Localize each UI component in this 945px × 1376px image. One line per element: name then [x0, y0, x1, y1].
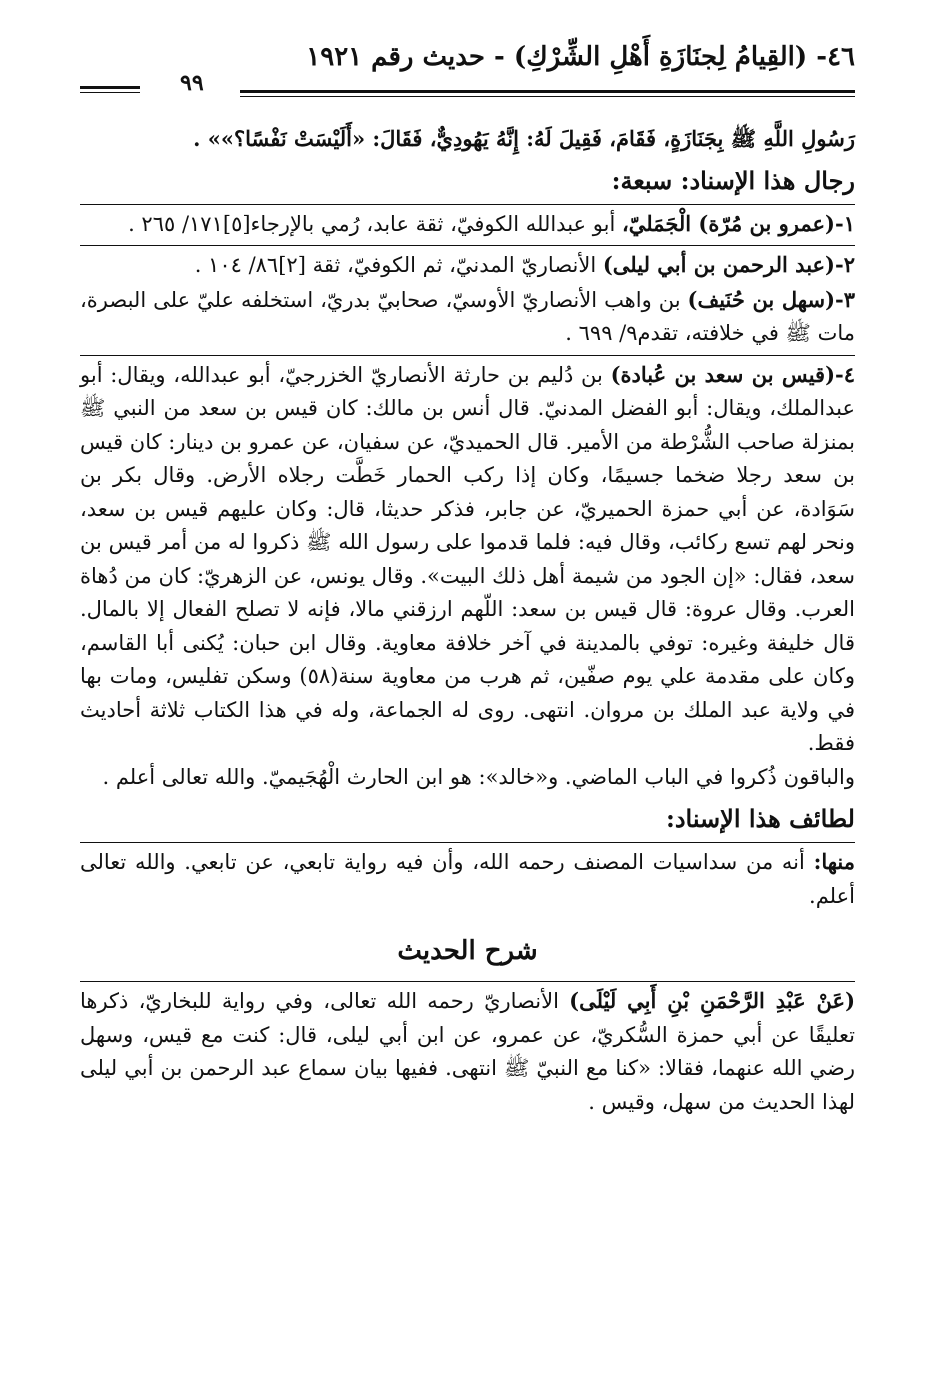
narrators-closing: والباقون ذُكروا في الباب الماضي. و«خالد»: هو ابن الحارث الْهُجَيميّ. والله تعالى أعلم . — [102, 764, 855, 789]
narrator-item-1 — [80, 207, 855, 242]
commentary-text — [80, 984, 855, 1119]
page-number: ٩٩ — [180, 70, 204, 96]
narrator-bio: أبو عبدالله الكوفيّ، ثقة عابد، رُمي بالإرجاء[٥]١٧١/ ٢٦٥ . — [128, 211, 622, 236]
page-body — [80, 122, 855, 1119]
header-rule-left — [80, 86, 140, 89]
subtleties-lead: منها: — [813, 849, 855, 874]
header-rule-thin — [240, 96, 855, 97]
chapter-title: ٤٦- (القِيامُ لِجنَازَةِ أَهْلِ الشِّرْكِ) - حديث رقم ١٩٢١ — [306, 42, 855, 72]
commentary-heading: شرح الحديث — [397, 936, 538, 966]
hadith-text-line: رَسُولِ اللَّهِ ﷺ بِجَنَازَةٍ، فَقَامَ، فَقِيلَ لَهُ: إِنَّهُ يَهُودِيٌّ، فَقَالَ: «أَلَيْسَتْ نَفْسًا؟»» . — [193, 126, 855, 151]
section-divider — [80, 981, 855, 982]
section-divider — [80, 204, 855, 205]
commentary-lead: (عَنْ عَبْدِ الرَّحْمَنِ بْنِ أَبِي لَيْلَى) — [569, 988, 856, 1013]
narrator-bio: الأنصاريّ المدنيّ، ثم الكوفيّ، ثقة [٢]٨٦/ ١٠٤ . — [194, 253, 603, 277]
commentary-body: الأنصاريّ رحمه الله تعالى، وفي رواية للبخاريّ، ذكرها تعليقًا عن أبي حمزة السُّكريّ، عن عمرو، عن ابن أبي ليلى، قال: كنت مع قيس، وسهل رضي الله عنهما، فقالا: «كنا مع النبيّ ﷺ انتهى. ففيها بيان سماع عبد الرحمن بن أبي ليلى لهذا الحديث من سهل، وقيس . — [80, 989, 855, 1114]
book-page — [80, 40, 855, 1340]
header-rule-left-thin — [80, 92, 140, 93]
narrator-bio: بن دُليم بن حارثة الأنصاريّ الخزرجيّ، أبو عبدالله، ويقال: أبو عبدالملك، ويقال: أبو الفضل المدنيّ. قال أنس بن مالك: كان قيس بن سعد من النبي ﷺ بمنزلة صاحب الشُّرْطة من الأمير. قال الحميديّ، عن سفيان، عن عمرو بن دينار: كان قيس بن سعد رجلا ضخما جسيمًا، وكان إذا ركب الحمار خَطَّت رجلاه الأرض. وقال بكر بن سَوَادة، عن أبي حمزة الحميريّ، عن جابر، فذكر حديثا، قال: وكان عليهم قيس بن سعد، ونحر لهم تسع ركائب، وقال فيه: فلما قدموا على رسول الله ﷺ ذكروا له من أمر قيس بن سعد، فقال: «إن الجود من شيمة أهل ذلك البيت». وقال يونس، عن الزهريّ: كان من دُهاة العرب. وقال عروة: قال قيس بن سعد: اللّهم ارزقني مالا، فإنه لا تصلح الفعال إلا بالمال. قال خليفة وغيره: توفي بالمدينة في آخر خلافة معاوية. وقال ابن حبان: يُكنى أبا القاسم، وكان على مقدمة علي يوم صفّين، ثم هرب من معاوية سنة(٥٨) وسكن تفليس، ومات بها في ولاية عبد الملك بن مروان. انتهى. روى له الجماعة، وله في هذا الكتاب ثلاثة أحاديث فقط. — [79, 362, 855, 755]
page-header — [80, 40, 855, 96]
section-divider — [80, 842, 855, 843]
subtleties-text — [80, 845, 855, 913]
narrator-name: ٣-(سهل بن حُنَيف) — [687, 286, 855, 312]
section-divider — [80, 245, 855, 246]
narrator-bio: بن واهب الأنصاريّ الأوسيّ، صحابيّ بدريّ، استخلفه عليّ على البصرة، مات ﷺ في خلافته، تقدم٩/ ٦٩٩ . — [80, 287, 855, 345]
narrator-name: ٢-(عبد الرحمن بن أبي ليلى) — [602, 252, 855, 277]
narrators-heading: رجال هذا الإسناد: سبعة: — [611, 165, 855, 195]
section-divider — [80, 355, 855, 356]
narrator-name: ١-(عمرو بن مُرّة) الْجَمَليّ، — [621, 210, 855, 236]
narrator-item-3 — [80, 283, 855, 351]
header-rule — [240, 90, 855, 93]
subtleties-body: أنه من سداسيات المصنف رحمه الله، وأن فيه رواية تابعي، عن تابعي. والله تعالى أعلم. — [80, 850, 855, 908]
narrator-item-4 — [80, 358, 855, 761]
narrator-name: ٤-(قيس بن سعد بن عُبادة) — [610, 361, 856, 387]
subtleties-heading: لطائف هذا الإسناد: — [665, 804, 855, 833]
narrator-item-2 — [80, 248, 855, 283]
